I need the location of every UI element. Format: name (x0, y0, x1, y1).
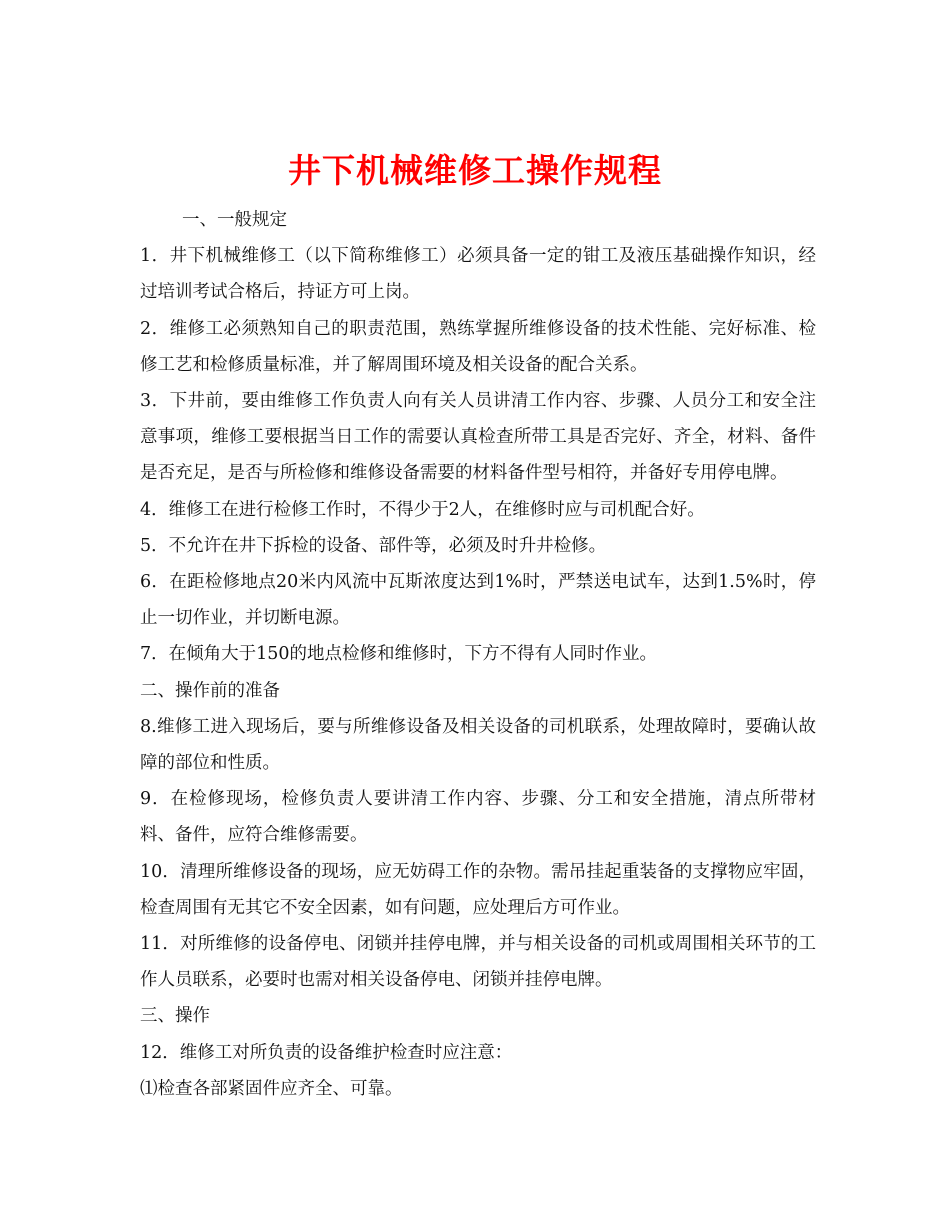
paragraph-6: 6．在距检修地点20米内风流中瓦斯浓度达到1%时，严禁送电试车，达到1.5%时，停止一切作业，并切断电源。 (140, 572, 816, 629)
paragraph-7: 7．在倾角大于150的地点检修和维修时，下方不得有人同时作业。 (140, 644, 658, 665)
section-heading-general: 一、一般规定 (182, 210, 287, 230)
section-heading-preparation: 二、操作前的准备 (140, 680, 280, 701)
document-body (140, 202, 816, 1107)
document-title: 井下机械维修工操作规程 (288, 151, 662, 191)
paragraph-12-item-1: ⑴检查各部紧固件应齐全、可靠。 (140, 1078, 403, 1099)
paragraph-8: 8.维修工进入现场后，要与所维修设备及相关设备的司机联系，处理故障时，要确认故障的部位和性质。 (140, 716, 816, 774)
paragraph-1: 1．井下机械维修工（以下简称维修工）必须具备一定的钳工及液压基础操作知识，经过培训考试合格后，持证方可上岗。 (140, 246, 816, 303)
paragraph-4: 4．维修工在进行检修工作时，不得少于2人，在维修时应与司机配合好。 (140, 499, 705, 520)
paragraph-10: 10．清理所维修设备的现场，应无妨碍工作的杂物。需吊挂起重装备的支撑物应牢固，检查周围有无其它不安全因素，如有问题，应处理后方可作业。 (140, 861, 816, 918)
paragraph-11: 11．对所维修的设备停电、闭锁并挂停电牌，并与相关设备的司机或周围相关环节的工作人员联系，必要时也需对相关设备停电、闭锁并挂停电牌。 (140, 934, 816, 991)
paragraph-2: 2．维修工必须熟知自己的职责范围，熟练掌握所维修设备的技术性能、完好标准、检修工艺和检修质量标准，并了解周围环境及相关设备的配合关系。 (140, 318, 816, 375)
paragraph-12: 12．维修工对所负责的设备维护检查时应注意： (140, 1042, 513, 1063)
paragraph-3: 3．下井前，要由维修工作负责人向有关人员讲清工作内容、步骤、人员分工和安全注意事项，维修工要根据当日工作的需要认真检查所带工具是否完好、齐全，材料、备件是否充足，是否与所检修和维修设备需要的材料备件型号相符，并备好专用停电牌。 (140, 391, 816, 484)
section-heading-operation: 三、操作 (140, 1006, 210, 1027)
paragraph-5: 5．不允许在井下拆检的设备、部件等，必须及时升井检修。 (140, 535, 607, 556)
paragraph-9: 9．在检修现场，检修负责人要讲清工作内容、步骤、分工和安全措施，清点所带材料、备件，应符合维修需要。 (140, 789, 816, 846)
